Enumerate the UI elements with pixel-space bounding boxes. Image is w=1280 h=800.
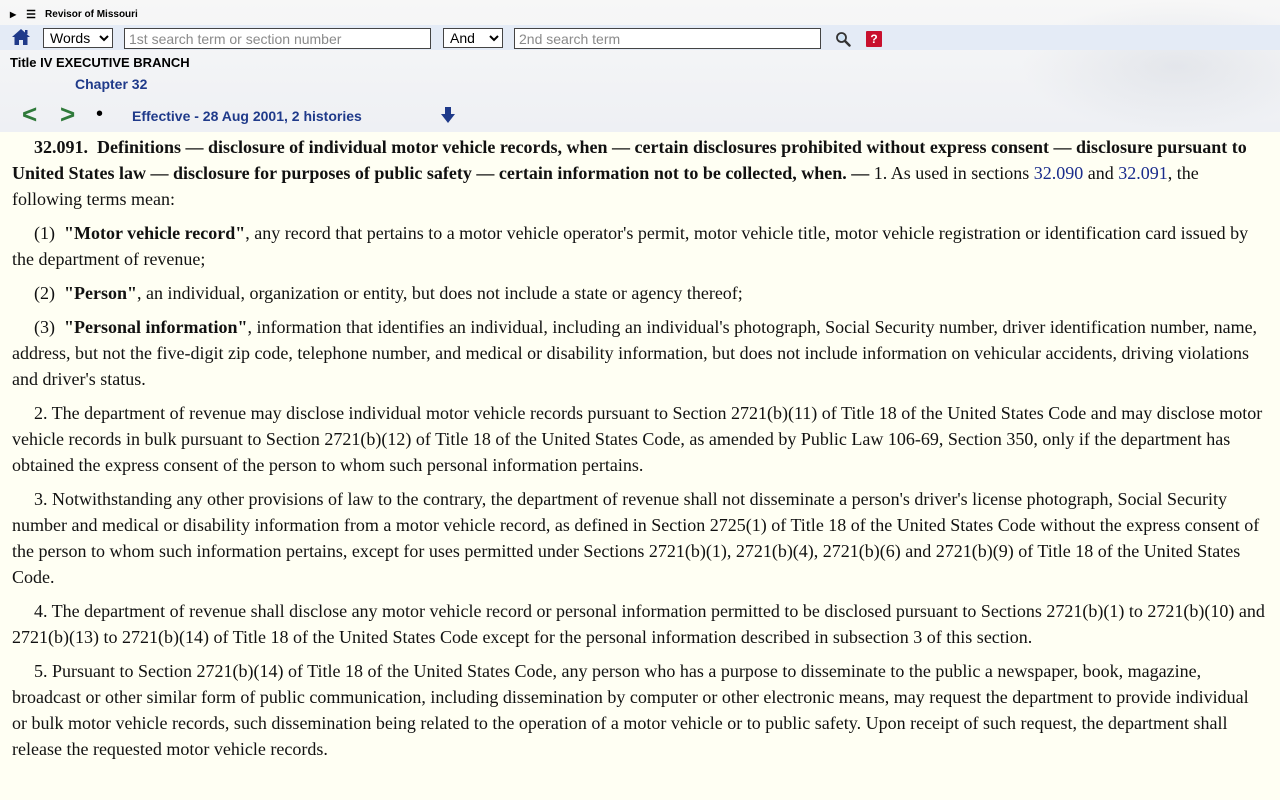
nav-dot[interactable]: • (96, 103, 104, 125)
definition-3 (12, 314, 1266, 392)
section-heading-text: Definitions — disclosure of individual motor vehicle records, when — certain disclosures prohibited without express consent — disclosure pursuant to United States law — disclosure for purposes of public safety — certain information not to be collected, when. — (12, 137, 1247, 183)
definition-text: , any record that pertains to a motor vehicle operator's permit, motor vehicle title, motor vehicle registration or identification card issued by the department of revenue; (12, 223, 1249, 269)
expand-triangle-icon[interactable]: ▶ (10, 10, 17, 19)
section-intro-c: , the following terms mean: (12, 163, 1199, 209)
breadcrumb-chapter[interactable]: Chapter 32 (75, 76, 148, 92)
down-arrow-icon[interactable] (440, 106, 456, 124)
link-32-090[interactable]: 32.090 (1033, 163, 1084, 183)
search-term-2-input[interactable] (514, 28, 821, 49)
prev-section-button[interactable]: < (22, 99, 38, 129)
magnifier-icon[interactable] (835, 31, 851, 47)
app-title-bar (10, 9, 138, 20)
definition-text: , information that identifies an individual, including an individual's photograph, Social Security number, driver identification number, name, address, but not the five-digit zip code, telephone number, and medical or disability information, but does not include information on vehicular accidents, driving violations and driver's status. (12, 317, 1258, 389)
hamburger-menu-icon[interactable]: ☰ (26, 8, 37, 21)
subsection-3: 3. Notwithstanding any other provisions of law to the contrary, the department of revenue shall not disseminate a person's driver's license photograph, Social Security number and medical or disability information from a motor vehicle record, as defined in Section 2725(1) of Title 18 of the United States Code without the express consent of the person to whom such information pertains, except for uses permitted under Sections 2721(b)(1), 2721(b)(4), 2721(b)(6) and 2721(b)(9) of Title 18 of the United States Code. (12, 489, 1260, 587)
section-intro-b: and (1083, 163, 1119, 183)
search-mode-select[interactable] (43, 28, 113, 48)
definition-term: "Personal information" (64, 317, 248, 337)
next-section-button[interactable]: > (60, 99, 76, 129)
seal-watermark (1020, 0, 1280, 132)
definition-number: (1) (34, 223, 55, 243)
definition-number: (3) (34, 317, 55, 337)
statute-text (0, 132, 1280, 762)
section-number: 32.091. (34, 137, 88, 157)
search-term-1-input[interactable] (124, 28, 431, 49)
section-intro-a: 1. As used in sections (869, 163, 1034, 183)
subsection-5: 5. Pursuant to Section 2721(b)(14) of Title 18 of the United States Code, any person who has a purpose to disseminate to the public a newspaper, book, magazine, broadcast or other similar form of public communication, including dissemination by computer or other electronic means, may request the department to provide individual or bulk motor vehicle records, such dissemination being related to the operation of a motor vehicle or to public safety. Upon receipt of such request, the department shall release the requested motor vehicle records. (12, 661, 1249, 759)
subsection-2: 2. The department of revenue may disclose individual motor vehicle records pursuant to Section 2721(b)(11) of Title 18 of the United States Code and may disclose motor vehicle records in bulk pursuant to Section 2721(b)(12) of Title 18 of the United States Code, as amended by Public Law 106-69, Section 350, only if the department has obtained the express consent of the person to whom such personal information pertains. (12, 403, 1263, 475)
definition-number: (2) (34, 283, 55, 303)
subsection-4: 4. The department of revenue shall disclose any motor vehicle record or personal information permitted to be disclosed pursuant to Sections 2721(b)(1) to 2721(b)(10) and 2721(b)(13) to 2721(b)(14) of Title 18 of the United States Code except for the personal information described in subsection 3 of this section. (12, 601, 1265, 647)
header (0, 0, 1280, 132)
search-operator-select[interactable] (443, 28, 503, 48)
definition-2 (12, 280, 1266, 306)
statute-content (0, 132, 1280, 800)
app-title: Revisor of Missouri (45, 9, 138, 20)
definition-1 (12, 220, 1266, 272)
definition-text: , an individual, organization or entity, but does not include a state or agency thereof; (136, 283, 743, 303)
link-32-091[interactable]: 32.091 (1118, 163, 1168, 183)
breadcrumb-title[interactable]: Title IV EXECUTIVE BRANCH (10, 55, 190, 70)
definition-term: "Motor vehicle record" (64, 223, 246, 243)
definition-term: "Person" (64, 283, 137, 303)
home-icon[interactable] (11, 28, 31, 46)
effective-date-link[interactable]: Effective - 28 Aug 2001, 2 histories (132, 108, 362, 124)
section-heading (12, 134, 1266, 212)
help-icon[interactable]: ? (866, 31, 882, 47)
